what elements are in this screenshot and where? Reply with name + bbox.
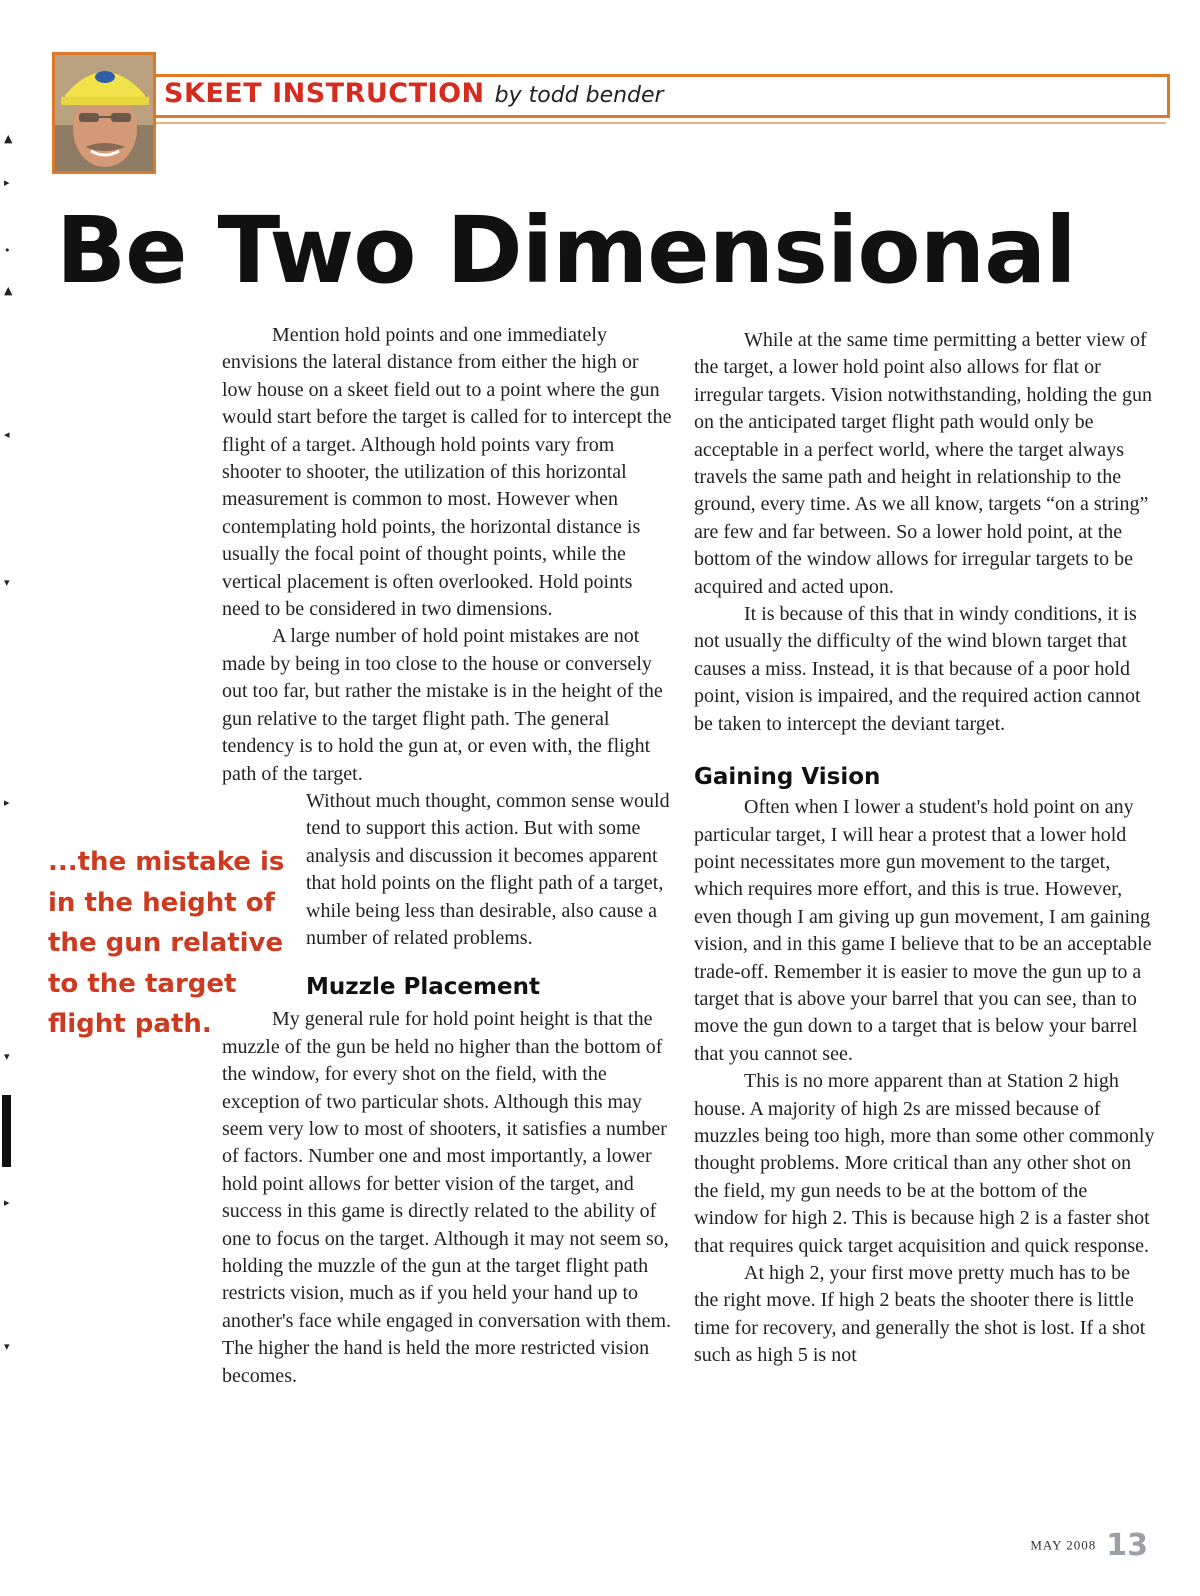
paragraph: Often when I lower a student's hold point on any particular target, I will hear a protest that a lower hold point necessitates more gun movement to the target, which requires more effort, and this is true. However, even though I am giving up gun movement, I am gaining vision, and in this game I believe that to be an acceptable trade-off. Remember it is easier to move the gun up to a target that is above your barrel that you can see, than to move the gun down to a target that is below your barrel that you cannot see. [694, 796, 1152, 1065]
page-footer [1030, 1528, 1148, 1563]
indented-text-block [306, 788, 672, 1002]
paragraph: A large number of hold point mistakes are not made by being in too close to the house or conversely out too far, but rather the mistake is in the height of the gun relative to the target flight path. The general tendency is to hold the gun at, or even with, the flight path of the target. [222, 625, 663, 785]
header-text [164, 74, 664, 114]
author-photo [52, 52, 156, 174]
column-name: SKEET INSTRUCTION [164, 78, 485, 109]
section-heading-muzzle: Muzzle Placement [306, 974, 540, 1001]
right-column [694, 327, 1156, 1370]
column-header [52, 52, 1172, 176]
left-column [222, 322, 672, 1390]
paragraph: It is because of this that in windy conditions, it is not usually the difficulty of the wind blown target that causes a miss. Instead, it is that because of a poor hold point, vision is impaired, and the required action cannot be taken to intercept the deviant target. [694, 603, 1141, 735]
section-heading-vision: Gaining Vision [694, 764, 881, 791]
pull-quote: ...the mistake is in the height of the gun relative to the target flight path. [48, 847, 285, 1039]
paragraph-continuation: Without much thought, common sense would tend to support this action. But with some analysis and discussion it becomes apparent that hold points on the flight path of a target, while being less than desirable, also cause a number of related problems. [306, 789, 670, 949]
issue-date: MAY 2008 [1030, 1537, 1097, 1553]
paragraph: While at the same time permitting a better view of the target, a lower hold point also allows for flat or irregular targets. Vision notwithstanding, holding the gun on the anticipated target flight path would only be acceptable in a perfect world, where the target always travels the same path and height in relationship to the ground, every time. As we all know, targets “on a string” are few and far between. So a lower hold point, at the bottom of the window allows for irregular targets to be acquired and acted upon. [694, 329, 1153, 598]
header-underline [156, 122, 1166, 124]
byline: by todd bender [494, 83, 664, 108]
paragraph: At high 2, your first move pretty much has to be the right move. If high 2 beats the shooter there is little time for recovery, and generally the shot is lost. If a shot such as high 5 is not [694, 1262, 1146, 1367]
scan-edge-marks: ▲ ▸ • ▲ ◂ ▾ ▸ ▾ ▸ ▾ [4, 132, 13, 1353]
page-number: 13 [1106, 1528, 1148, 1563]
paragraph: This is no more apparent than at Station 2 high house. A majority of high 2s are missed because of muzzles being too high, more than some other commonly thought problems. More critical than any other shot on the field, my gun needs to be at the bottom of the window for high 2. This is because high 2 is a faster shot that requires quick target acquisition and quick response. [694, 1070, 1155, 1257]
paragraph: My general rule for hold point height is that the muzzle of the gun be held no higher than the bottom of the window, for every shot on the field, with the exception of two particular shots. Although this may seem very low to most of shooters, it satisfies a number of factors. Number one and most importantly, a lower hold point allows for better vision of the target, and success in this game is directly related to the ability of one to focus on the target. Although it may not seem so, holding the muzzle of the gun at the target flight path restricts vision, much as if you held your hand up to another's face while engaged in conversation with them. The higher the hand is held the more restricted vision becomes. [222, 1008, 672, 1387]
paragraph: Mention hold points and one immediately envisions the lateral distance from either the high or low house on a skeet field out to a point where the gun would start before the target is called for to intercept the flight of a target. Although hold points vary from shooter to shooter, the utilization of this horizontal measurement is common to most. However when contemplating hold points, the horizontal distance is usually the focal point of thought points, while the vertical placement is often overlooked. Hold points need to be considered in two dimensions. [222, 324, 672, 621]
article-title: Be Two Dimensional [56, 197, 1076, 304]
